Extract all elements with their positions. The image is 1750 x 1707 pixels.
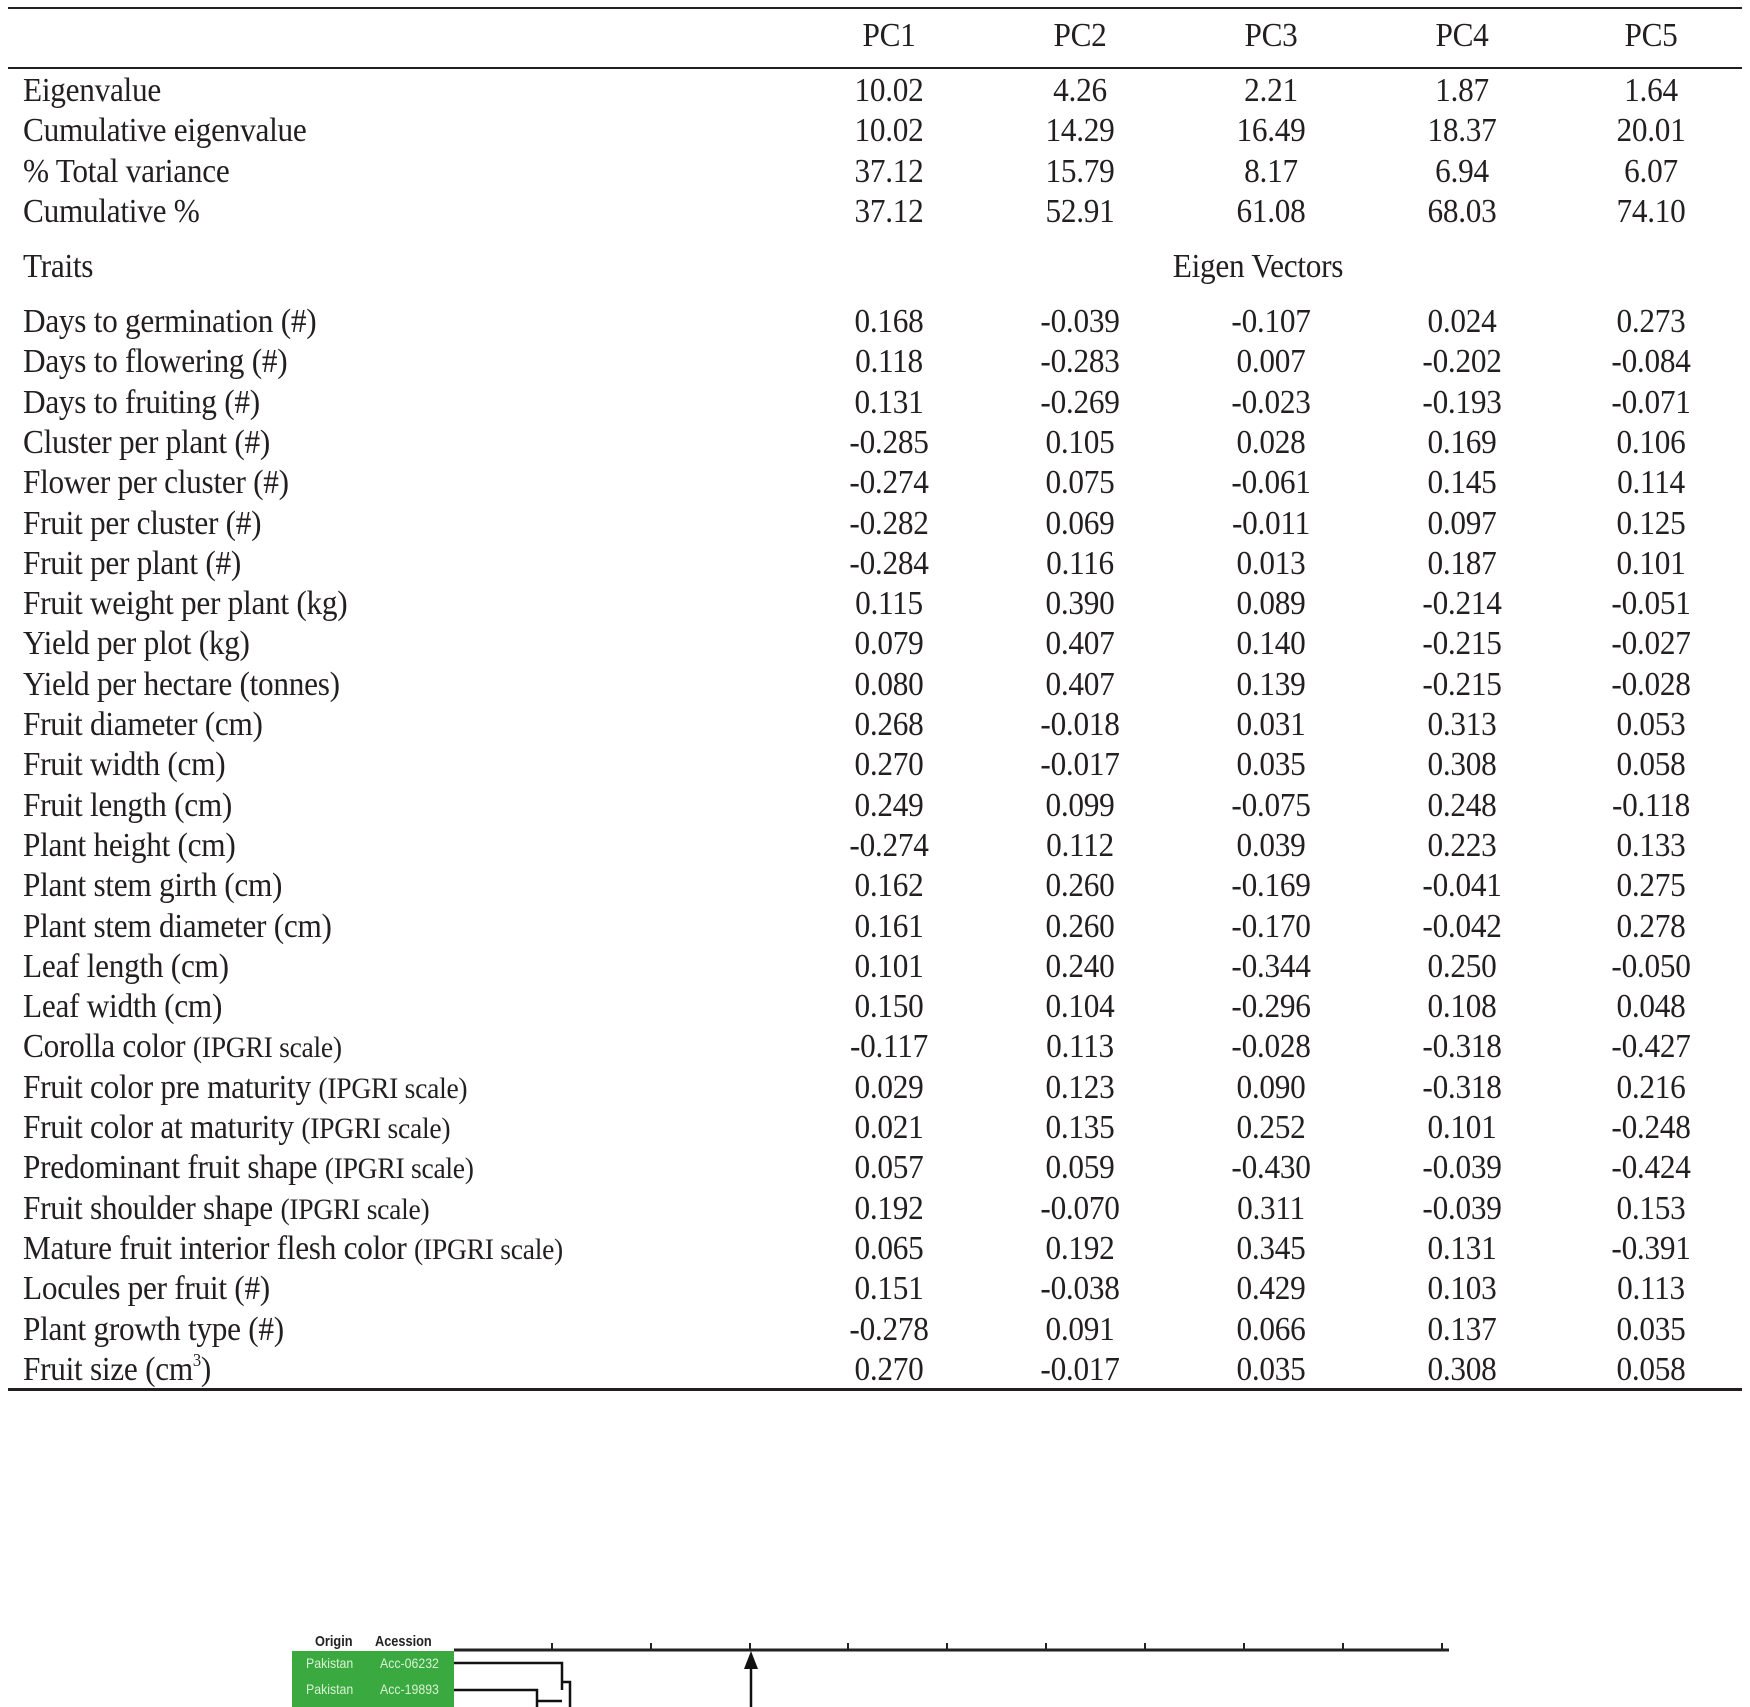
cell-pc5: -0.427 xyxy=(1611,1028,1691,1066)
cell-pc4: 0.101 xyxy=(1427,1109,1497,1146)
cell-pc2: 0.123 xyxy=(1045,1068,1115,1106)
cell-pc5: -0.391 xyxy=(1611,1229,1691,1267)
trait-row xyxy=(8,1189,1742,1229)
row-label: Plant growth type (#) xyxy=(23,1310,284,1348)
row-label: Predominant fruit shape (IPGRI scale) xyxy=(23,1149,474,1187)
cell-pc4: 0.308 xyxy=(1427,1350,1497,1388)
cell-pc5: 0.125 xyxy=(1616,504,1686,542)
row-label: Plant stem girth (cm) xyxy=(23,867,283,905)
cell-pc3: 0.139 xyxy=(1236,665,1306,703)
row-label: Fruit color at maturity (IPGRI scale) xyxy=(23,1109,451,1146)
row-label: Leaf width (cm) xyxy=(23,988,223,1026)
trait-row xyxy=(8,786,1742,826)
column-header-pc1: PC1 xyxy=(862,17,916,54)
cell-pc3: 0.035 xyxy=(1236,1350,1306,1388)
cell-pc3: 61.08 xyxy=(1236,192,1306,230)
cell-pc1: 0.118 xyxy=(855,343,923,381)
cell-pc1: 0.029 xyxy=(854,1068,924,1106)
cell-pc4: 0.024 xyxy=(1427,303,1497,340)
cell-pc4: 1.87 xyxy=(1435,72,1489,109)
cell-pc4: -0.041 xyxy=(1422,867,1502,905)
cell-pc4: 0.131 xyxy=(1427,1229,1497,1267)
cell-pc4: -0.193 xyxy=(1422,383,1502,421)
summary-row xyxy=(8,152,1742,192)
cell-pc4: -0.042 xyxy=(1422,907,1502,945)
cell-pc2: 0.099 xyxy=(1045,786,1115,824)
trait-row xyxy=(8,1310,1742,1350)
row-label: Fruit size $(cm^3)$ xyxy=(23,1349,212,1388)
cell-pc5: 0.035 xyxy=(1616,1310,1686,1348)
trait-row xyxy=(8,342,1742,382)
cell-pc2: -0.283 xyxy=(1040,343,1120,381)
column-header-pc2: PC2 xyxy=(1053,17,1107,54)
cell-pc2: 0.069 xyxy=(1045,504,1115,542)
cell-pc1: 0.021 xyxy=(854,1109,924,1146)
cell-pc5: 74.10 xyxy=(1616,192,1686,230)
cell-pc3: 0.345 xyxy=(1236,1229,1306,1267)
trait-row xyxy=(8,866,1742,906)
dendrogram-figure xyxy=(0,1620,1750,1707)
trait-row xyxy=(8,1269,1742,1309)
row-label: Yield per hectare (tonnes) xyxy=(23,665,340,703)
row-label: Mature fruit interior flesh color (IPGRI scale) xyxy=(23,1229,563,1267)
accession-column-header: Acession xyxy=(375,1633,432,1650)
cell-pc3: 0.140 xyxy=(1236,625,1306,663)
cell-pc4: -0.215 xyxy=(1422,665,1502,703)
cell-pc5: 0.216 xyxy=(1616,1068,1686,1106)
cell-pc5: -0.248 xyxy=(1611,1109,1691,1146)
cell-pc5: 6.07 xyxy=(1624,152,1678,190)
row-label: Fruit weight per plant (kg) xyxy=(23,585,348,623)
trait-row xyxy=(8,1108,1742,1148)
dendrogram-branches xyxy=(454,1663,570,1707)
accession-id: Acc-06232 xyxy=(380,1655,439,1671)
row-label: Corolla color (IPGRI scale) xyxy=(23,1028,342,1066)
cell-pc1: -0.282 xyxy=(849,504,929,542)
row-label: Fruit length (cm) xyxy=(23,786,233,824)
cell-pc1: 0.115 xyxy=(855,585,923,623)
row-label: Fruit per plant (#) xyxy=(23,544,242,582)
cell-pc3: 0.090 xyxy=(1236,1068,1306,1106)
trait-row xyxy=(8,1148,1742,1188)
cell-pc3: 0.013 xyxy=(1236,544,1306,582)
row-label: Fruit per cluster (#) xyxy=(23,504,262,542)
trait-row xyxy=(8,907,1742,947)
trait-row xyxy=(8,624,1742,664)
cell-pc4: -0.318 xyxy=(1422,1068,1502,1106)
accession-row xyxy=(292,1677,454,1702)
row-label: Plant stem diameter (cm) xyxy=(23,907,332,945)
cell-pc3: -0.023 xyxy=(1231,383,1311,421)
accession-origin: Pakistan xyxy=(306,1655,354,1671)
cell-pc2: 0.390 xyxy=(1045,585,1115,623)
cell-pc2: 0.105 xyxy=(1045,423,1115,461)
cell-pc3: 0.066 xyxy=(1236,1310,1306,1348)
cell-pc2: -0.017 xyxy=(1040,1350,1120,1388)
cell-pc2: 15.79 xyxy=(1045,152,1115,190)
cell-pc1: -0.274 xyxy=(849,826,929,864)
cell-pc5: 0.106 xyxy=(1616,423,1686,461)
cell-pc2: 0.135 xyxy=(1045,1109,1115,1146)
row-label: Cumulative % xyxy=(23,192,200,230)
dendrogram-axis xyxy=(0,1620,1750,1707)
cell-pc2: 0.113 xyxy=(1046,1028,1114,1066)
cell-pc3: -0.107 xyxy=(1231,303,1311,340)
cell-pc5: 0.133 xyxy=(1616,826,1686,864)
cell-pc2: 52.91 xyxy=(1045,192,1115,230)
cell-pc1: -0.117 xyxy=(850,1028,928,1066)
cell-pc2: -0.070 xyxy=(1040,1189,1120,1227)
cell-pc3: 0.429 xyxy=(1236,1270,1306,1308)
cell-pc5: 0.058 xyxy=(1616,746,1686,784)
trait-row xyxy=(8,1229,1742,1269)
trait-row xyxy=(8,745,1742,785)
cell-pc5: -0.050 xyxy=(1611,947,1691,985)
cell-pc3: -0.344 xyxy=(1231,947,1311,985)
cell-pc1: 0.249 xyxy=(854,786,924,824)
cell-pc4: 0.108 xyxy=(1427,988,1497,1026)
cell-pc1: 10.02 xyxy=(854,112,924,150)
trait-row xyxy=(8,826,1742,866)
cell-pc5: 0.101 xyxy=(1616,544,1686,582)
trait-row xyxy=(8,504,1742,544)
cell-pc2: 0.059 xyxy=(1045,1149,1115,1187)
cell-pc4: -0.215 xyxy=(1422,625,1502,663)
cell-pc1: -0.285 xyxy=(849,423,929,461)
row-label: Yield per plot (kg) xyxy=(23,625,250,663)
origin-column-header: Origin xyxy=(315,1633,353,1650)
cell-pc4: 18.37 xyxy=(1427,112,1497,150)
cell-pc2: 0.104 xyxy=(1045,988,1115,1026)
cell-pc4: -0.214 xyxy=(1422,585,1502,623)
accession-origin: Pakistan xyxy=(306,1681,354,1697)
cell-pc3: -0.296 xyxy=(1231,988,1311,1026)
cell-pc5: -0.027 xyxy=(1611,625,1691,663)
cell-pc1: 0.057 xyxy=(854,1149,924,1187)
cell-pc4: -0.318 xyxy=(1422,1028,1502,1066)
cell-pc3: 0.252 xyxy=(1236,1109,1306,1146)
cell-pc5: 0.048 xyxy=(1616,988,1686,1026)
row-label: Eigenvalue xyxy=(23,72,161,109)
cell-pc5: 0.275 xyxy=(1616,867,1686,905)
cell-pc1: 0.080 xyxy=(854,665,924,703)
cell-pc2: 0.116 xyxy=(1046,544,1114,582)
row-label: Cluster per plant (#) xyxy=(23,423,270,461)
trait-row xyxy=(8,383,1742,423)
cell-pc1: 0.162 xyxy=(854,867,924,905)
trait-row xyxy=(8,947,1742,987)
trait-row xyxy=(8,705,1742,745)
cell-pc5: 1.64 xyxy=(1624,72,1678,109)
cell-pc3: 8.17 xyxy=(1244,152,1298,190)
trait-row xyxy=(8,423,1742,463)
cell-pc4: 0.248 xyxy=(1427,786,1497,824)
row-label: Fruit color pre maturity (IPGRI scale) xyxy=(23,1068,468,1106)
row-label: Fruit diameter (cm) xyxy=(23,706,263,743)
cell-pc5: 0.113 xyxy=(1617,1270,1685,1308)
cell-pc1: 0.131 xyxy=(854,383,924,421)
cell-pc4: 68.03 xyxy=(1427,192,1497,230)
cell-pc2: -0.017 xyxy=(1040,746,1120,784)
table-top-rule xyxy=(8,7,1742,9)
row-label: Fruit width (cm) xyxy=(23,746,226,784)
cell-pc4: -0.039 xyxy=(1422,1149,1502,1187)
cell-pc1: 0.101 xyxy=(854,947,924,985)
row-label: % Total variance xyxy=(23,152,230,190)
trait-row xyxy=(8,463,1742,503)
cell-pc5: -0.118 xyxy=(1612,786,1690,824)
cell-pc5: 0.273 xyxy=(1616,303,1686,340)
row-label: Fruit shoulder shape (IPGRI scale) xyxy=(23,1189,430,1227)
cell-pc1: 0.150 xyxy=(854,988,924,1026)
trait-row xyxy=(8,544,1742,584)
table-header-rule xyxy=(8,67,1742,69)
cell-pc1: 0.270 xyxy=(854,1350,924,1388)
cell-pc5: 0.114 xyxy=(1617,464,1685,502)
cell-pc2: 14.29 xyxy=(1045,112,1115,150)
cell-pc3: 0.039 xyxy=(1236,826,1306,864)
cell-pc2: 0.260 xyxy=(1045,867,1115,905)
cell-pc5: -0.084 xyxy=(1611,343,1691,381)
cell-pc1: 0.192 xyxy=(854,1189,924,1227)
cell-pc4: 0.145 xyxy=(1427,464,1497,502)
cell-pc1: 0.065 xyxy=(854,1229,924,1267)
cell-pc4: 6.94 xyxy=(1435,152,1489,190)
cell-pc4: 0.169 xyxy=(1427,423,1497,461)
cell-pc2: 0.075 xyxy=(1045,464,1115,502)
accession-row xyxy=(292,1651,454,1676)
cell-pc2: 0.407 xyxy=(1045,665,1115,703)
summary-row xyxy=(8,192,1742,232)
cell-pc3: 0.311 xyxy=(1237,1189,1305,1227)
cell-pc4: 0.103 xyxy=(1427,1270,1497,1308)
cell-pc3: -0.061 xyxy=(1231,464,1311,502)
cell-pc5: 0.278 xyxy=(1616,907,1686,945)
column-header-pc4: PC4 xyxy=(1435,17,1489,54)
cell-pc5: -0.028 xyxy=(1611,665,1691,703)
cell-pc3: 2.21 xyxy=(1244,72,1298,109)
cell-pc4: 0.313 xyxy=(1427,706,1497,743)
trait-row xyxy=(8,987,1742,1027)
section-header-row xyxy=(8,247,1742,287)
cell-pc4: 0.137 xyxy=(1427,1310,1497,1348)
cell-pc3: 0.035 xyxy=(1236,746,1306,784)
cell-pc2: -0.018 xyxy=(1040,706,1120,743)
accession-id: Acc-19893 xyxy=(380,1681,439,1697)
cell-pc5: 0.058 xyxy=(1616,1350,1686,1388)
cell-pc2: -0.269 xyxy=(1040,383,1120,421)
cell-pc1: 0.270 xyxy=(854,746,924,784)
cell-pc1: 0.268 xyxy=(854,706,924,743)
cell-pc2: 0.407 xyxy=(1045,625,1115,663)
cell-pc5: 0.053 xyxy=(1616,706,1686,743)
traits-label: Traits xyxy=(23,248,94,285)
cell-pc3: -0.011 xyxy=(1232,504,1310,542)
cell-pc1: 37.12 xyxy=(854,192,924,230)
summary-row xyxy=(8,111,1742,151)
cell-pc2: 0.240 xyxy=(1045,947,1115,985)
cell-pc4: -0.039 xyxy=(1422,1189,1502,1227)
cell-pc2: 4.26 xyxy=(1053,72,1107,109)
table-bottom-rule xyxy=(8,1388,1742,1391)
column-header-pc5: PC5 xyxy=(1624,17,1678,54)
row-label: Days to flowering (#) xyxy=(23,343,288,381)
cell-pc1: -0.274 xyxy=(849,464,929,502)
cell-pc5: 0.153 xyxy=(1616,1189,1686,1227)
cell-pc2: 0.192 xyxy=(1045,1229,1115,1267)
cell-pc5: 20.01 xyxy=(1616,112,1686,150)
eigen-vectors-label: Eigen Vectors xyxy=(1172,248,1344,285)
cell-pc1: 0.168 xyxy=(854,303,924,340)
cell-pc3: 16.49 xyxy=(1236,112,1306,150)
cell-pc5: -0.051 xyxy=(1611,585,1691,623)
cell-pc3: 0.031 xyxy=(1236,706,1306,743)
cell-pc2: -0.039 xyxy=(1040,303,1120,340)
row-label: Cumulative eigenvalue xyxy=(23,112,307,150)
trait-row xyxy=(8,1068,1742,1108)
cell-pc3: -0.028 xyxy=(1231,1028,1311,1066)
cell-pc4: 0.097 xyxy=(1427,504,1497,542)
cell-pc1: 10.02 xyxy=(854,72,924,109)
cell-pc3: -0.170 xyxy=(1231,907,1311,945)
row-label: Plant height (cm) xyxy=(23,826,236,864)
cell-pc1: 37.12 xyxy=(854,152,924,190)
cell-pc5: -0.424 xyxy=(1611,1149,1691,1187)
cell-pc3: -0.075 xyxy=(1231,786,1311,824)
trait-row xyxy=(8,584,1742,624)
cell-pc4: 0.187 xyxy=(1427,544,1497,582)
row-label: Leaf length (cm) xyxy=(23,947,229,985)
cell-pc1: 0.151 xyxy=(854,1270,924,1308)
cell-pc4: 0.250 xyxy=(1427,947,1497,985)
row-label: Days to germination (#) xyxy=(23,303,317,340)
row-label: Days to fruiting (#) xyxy=(23,383,260,421)
row-label: Locules per fruit (#) xyxy=(23,1270,270,1308)
trait-row xyxy=(8,1027,1742,1067)
cell-pc3: 0.007 xyxy=(1236,343,1306,381)
trait-row xyxy=(8,665,1742,705)
table-header-row xyxy=(8,16,1742,56)
trait-row xyxy=(8,1350,1742,1390)
row-label: Flower per cluster (#) xyxy=(23,464,289,502)
cell-pc2: 0.091 xyxy=(1045,1310,1115,1348)
cell-pc2: 0.260 xyxy=(1045,907,1115,945)
trait-row xyxy=(8,302,1742,342)
cell-pc4: 0.308 xyxy=(1427,746,1497,784)
cell-pc4: -0.202 xyxy=(1422,343,1502,381)
cell-pc3: -0.169 xyxy=(1231,867,1311,905)
cell-pc2: -0.038 xyxy=(1040,1270,1120,1308)
cell-pc3: 0.028 xyxy=(1236,423,1306,461)
cell-pc3: -0.430 xyxy=(1231,1149,1311,1187)
cell-pc1: 0.161 xyxy=(854,907,924,945)
cell-pc1: -0.284 xyxy=(849,544,929,582)
summary-row xyxy=(8,71,1742,111)
cell-pc1: -0.278 xyxy=(849,1310,929,1348)
cell-pc3: 0.089 xyxy=(1236,585,1306,623)
cell-pc1: 0.079 xyxy=(854,625,924,663)
cutoff-arrow-icon xyxy=(744,1651,758,1707)
accession-group-highlight xyxy=(292,1651,454,1707)
cell-pc4: 0.223 xyxy=(1427,826,1497,864)
cell-pc2: 0.112 xyxy=(1046,826,1114,864)
column-header-pc3: PC3 xyxy=(1244,17,1298,54)
cell-pc5: -0.071 xyxy=(1611,383,1691,421)
